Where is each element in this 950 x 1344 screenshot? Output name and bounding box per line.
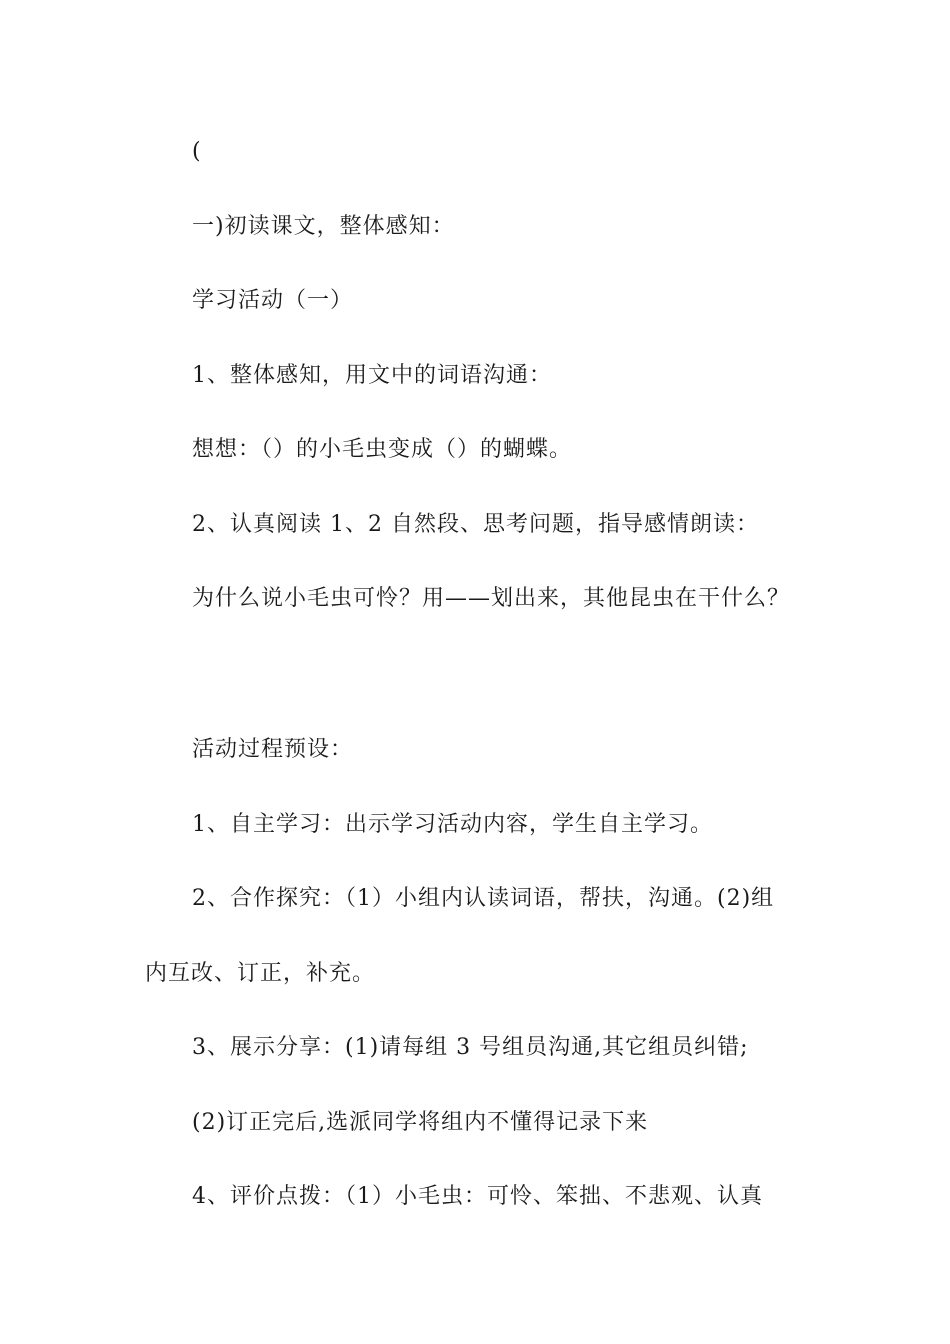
paragraph-line: 为什么说小毛虫可怜？用——划出来，其他昆虫在干什么？ [192, 586, 791, 611]
paragraph-line: 2、认真阅读 1、2 自然段、思考问题，指导感情朗读： [192, 512, 759, 537]
paragraph-line: 3、展示分享：(1)请每组 3 号组员沟通,其它组员纠错; [192, 1035, 749, 1060]
activity-title: 学习活动（一） [192, 288, 354, 313]
paren-open-line: ( [192, 139, 202, 164]
paragraph-line: 1、自主学习：出示学习活动内容，学生自主学习。 [192, 812, 713, 837]
paragraph-line: 想想：（）的小毛虫变成（）的蝴蝶。 [192, 437, 573, 462]
paragraph-line: 2、合作探究：（1）小组内认读词语，帮扶，沟通。(2)组 [192, 886, 775, 911]
paragraph-line: 4、评价点拨：（1）小毛虫：可怜、笨拙、不悲观、认真 [192, 1184, 763, 1209]
paragraph-line: (2)订正完后,选派同学将组内不懂得记录下来 [192, 1110, 649, 1135]
paragraph-line-continued: 内互改、订正，补充。 [145, 961, 376, 986]
process-heading: 活动过程预设： [192, 737, 354, 762]
section-heading: 一)初读课文，整体感知： [192, 214, 455, 239]
paragraph-line: 1、整体感知，用文中的词语沟通： [192, 363, 552, 388]
